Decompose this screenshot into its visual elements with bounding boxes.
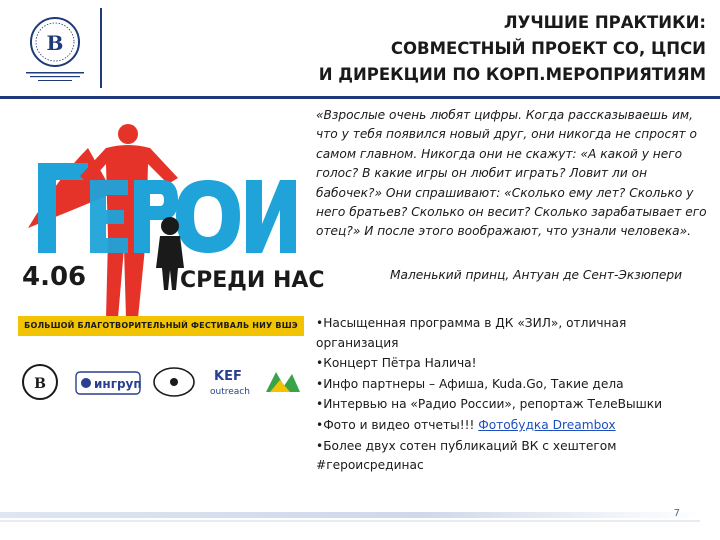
dreambox-link[interactable]: Фотобудка Dreambox: [478, 417, 616, 432]
poster-subtitle: СРЕДИ НАС: [180, 268, 325, 293]
poster-banner: [18, 316, 304, 336]
page-number: 7: [673, 508, 680, 519]
title-line-1: ЛУЧШИЕ ПРАКТИКИ:: [503, 13, 706, 32]
hse-logo-icon: [23, 365, 57, 399]
title-line-2: СОВМЕСТНЫЙ ПРОЕКТ СО, ЦПСИ: [390, 39, 706, 58]
list-item: [316, 416, 696, 436]
title-line-3: И ДИРЕКЦИИ ПО КОРП.МЕРОПРИЯТИЯМ: [318, 65, 706, 84]
ingrup-logo-text: ингруп: [94, 377, 142, 391]
poster-date: 4.06: [22, 262, 87, 292]
header-divider: [0, 96, 720, 99]
ingrup-logo-icon: [76, 372, 142, 394]
quote-author: Маленький принц, Антуан де Сент-Экзюпери: [390, 268, 683, 282]
page-title: [319, 10, 706, 88]
list-item-text: •Фото и видео отчеты!!!: [316, 417, 479, 432]
list-item: •Инфо партнеры – Афиша, Kuda.Go, Такие дела: [316, 376, 624, 391]
festival-poster: [18, 118, 304, 334]
footer-divider: [0, 512, 700, 518]
hse-emblem-icon: [18, 10, 92, 86]
quote-text: «Взрослые очень любят цифры. Когда рассказываешь им, что у тебя появился новый друг, они никогда не спросят о самом главном. Никогда они не скажут: «А какой у него голос? В какие игры он любит играть? Ловит ли он бабочек?» Они спрашивают: «Сколько ему лет? Сколько у него братьев? Сколько он весит? Сколько зарабатывает его отец?» И после этого воображают, что узнали человека».: [316, 108, 707, 239]
highlights-list: [316, 314, 696, 477]
svg-text:В: В: [46, 31, 64, 55]
poster-banner-text: БОЛЬШОЙ БЛАГОТВОРИТЕЛЬНЫЙ ФЕСТИВАЛЬ НИУ ВШЭ: [24, 321, 298, 330]
list-item: •Насыщенная программа в ДК «ЗИЛ», отличная организация: [316, 316, 627, 350]
svg-text:В: В: [34, 376, 46, 392]
list-item: •Интервью на «Радио России», репортаж ТелеВышки: [316, 397, 663, 412]
slide-header: [0, 0, 720, 96]
svg-text:outreach: outreach: [210, 387, 250, 397]
list-item: •Концерт Пётра Налича!: [316, 356, 477, 371]
kef-outreach-logo-icon: [210, 369, 250, 397]
poster-letters: [90, 180, 296, 253]
list-item: •Более двух сотен публикаций ВК с хештегом #героисрединас: [316, 438, 617, 473]
zelenye-logo-icon: [266, 372, 300, 392]
partner-logos: [18, 358, 308, 408]
footer-divider-secondary: [0, 520, 700, 522]
logo-divider: [100, 8, 102, 88]
svg-text:KEF: KEF: [214, 369, 242, 384]
otkroy-glaza-logo-icon: [154, 368, 194, 396]
